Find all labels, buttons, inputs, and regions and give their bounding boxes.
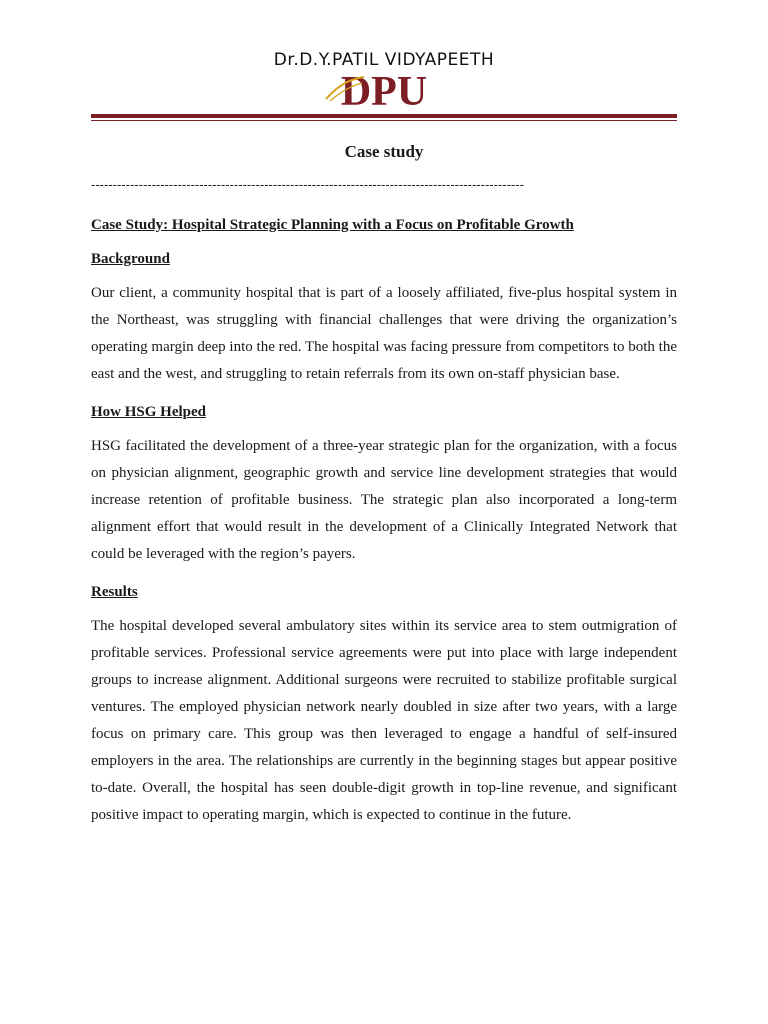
- letterhead: [91, 0, 677, 111]
- document-page: [91, 0, 677, 829]
- document-title: Case study: [344, 142, 424, 161]
- case-study-title: Case Study: Hospital Strategic Planning with a Focus on Profitable Growth: [91, 217, 574, 233]
- section-paragraph-how-hsg-helped: HSG facilitated the development of a three-year strategic plan for the organization, with a focus on physician alignment, geographic growth and service line development strategies that would increase retention of profitable business. The strategic plan also incorporated a long-term alignment effort that would result in the development of a Clinically Integrated Network that could be leveraged with the region’s payers.: [91, 438, 677, 562]
- section-heading-how-hsg-helped: How HSG Helped: [91, 404, 207, 420]
- header-rule-thin: [91, 120, 677, 121]
- section-paragraph-background: Our client, a community hospital that is part of a loosely affiliated, five-plus hospital system in the Northeast, was struggling with financial challenges that were driving the organization’s operating margin deep into the red. The hospital was facing pressure from competitors to both the east and the west, and struggling to retain referrals from its own on-staff physician base.: [91, 285, 677, 382]
- header-rule-thick: [91, 114, 677, 118]
- section-paragraph-results: The hospital developed several ambulatory sites within its service area to stem outmigration of profitable services. Professional service agreements were put into place with large independent groups to increase alignment. Additional surgeons were recruited to stabilize profitable surgical ventures. The employed physician network nearly doubled in size after two years, with a large focus on primary care. This group was then leveraged to engage a handful of self-insured employers in the area. The relationships are currently in the beginning stages but appear positive to-date. Overall, the hospital has seen double-digit growth in top-line revenue, and significant positive impact to operating margin, which is expected to continue in the future.: [91, 618, 677, 823]
- dashed-separator: ----------------------------------------------------------------------------------------------------: [91, 177, 524, 192]
- logo-wordmark: DPU: [340, 71, 428, 111]
- section-heading-background: Background: [91, 251, 170, 267]
- institution-name: Dr.D.Y.PATIL VIDYAPEETH: [273, 50, 495, 70]
- dpu-logo: [304, 71, 464, 111]
- section-heading-results: Results: [91, 584, 138, 600]
